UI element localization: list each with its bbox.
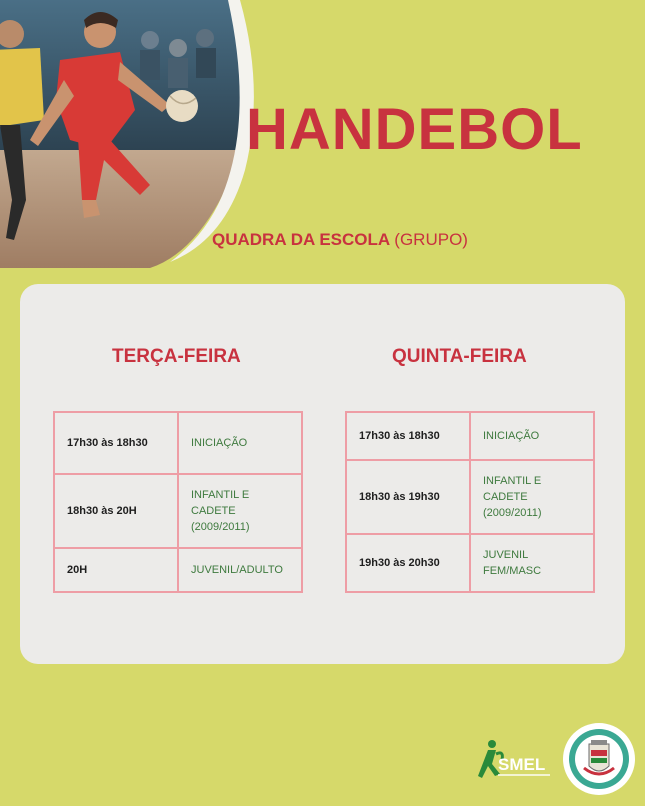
time-cell: 17h30 às 18h30 — [346, 412, 470, 460]
time-cell: 20H — [54, 548, 178, 592]
schedule-card — [20, 284, 625, 664]
time-cell: 18h30 às 20H — [54, 474, 178, 548]
municipal-seal-icon — [562, 722, 636, 796]
day-heading-thursday: QUINTA-FEIRA — [392, 346, 527, 367]
table-row — [346, 534, 594, 592]
schedule-table-thursday — [345, 411, 595, 593]
smel-logo-text: SMEL — [498, 755, 546, 774]
location-subtitle — [212, 230, 468, 250]
schedule-table-tuesday — [53, 411, 303, 593]
location-group: (GRUPO) — [394, 230, 468, 249]
table-row — [54, 474, 302, 548]
time-cell: 19h30 às 20h30 — [346, 534, 470, 592]
table-row — [346, 412, 594, 460]
group-cell: JUVENIL/ADULTO — [178, 548, 302, 592]
location-name: QUADRA DA ESCOLA — [212, 230, 390, 249]
day-heading-tuesday: TERÇA-FEIRA — [112, 346, 241, 367]
group-cell: JUVENIL FEM/MASC — [470, 534, 594, 592]
smel-logo — [478, 738, 554, 782]
table-row — [54, 412, 302, 474]
time-cell: 18h30 às 19h30 — [346, 460, 470, 534]
table-row — [346, 460, 594, 534]
group-cell: INFANTIL E CADETE (2009/2011) — [178, 474, 302, 548]
group-cell: INICIAÇÃO — [178, 412, 302, 474]
page-title: HANDEBOL — [246, 97, 583, 162]
group-cell: INICIAÇÃO — [470, 412, 594, 460]
group-cell: INFANTIL E CADETE (2009/2011) — [470, 460, 594, 534]
table-row — [54, 548, 302, 592]
time-cell: 17h30 às 18h30 — [54, 412, 178, 474]
